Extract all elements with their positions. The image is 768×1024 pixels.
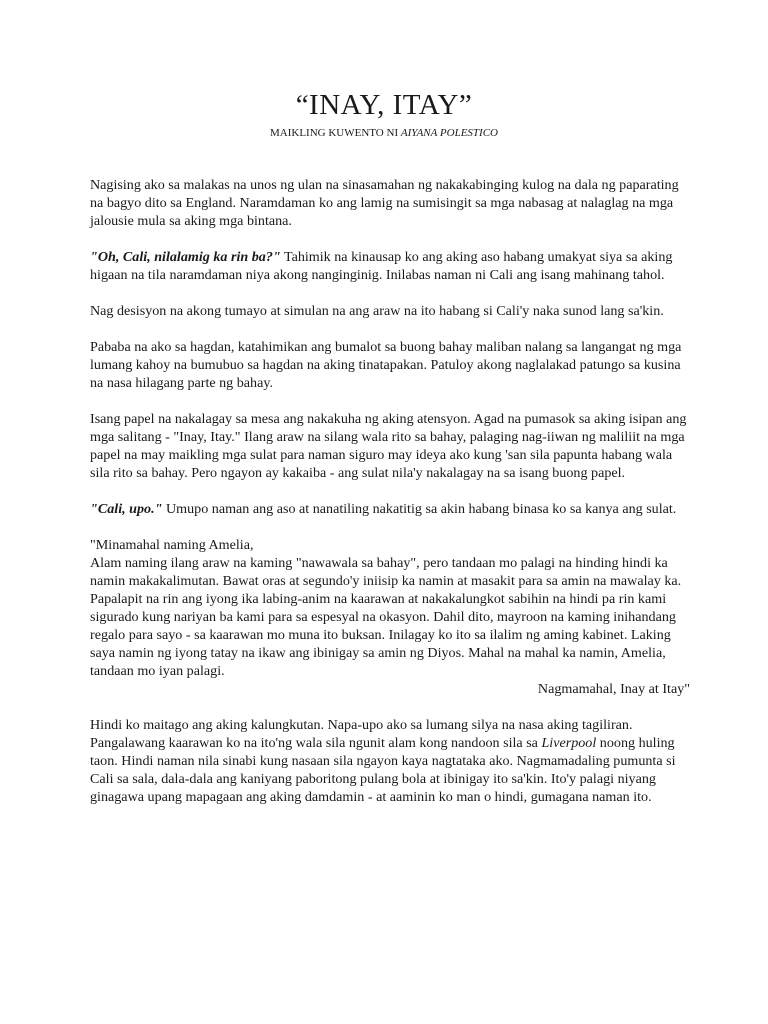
paragraph-2 — [90, 248, 690, 284]
paragraph-8-part-2: noong huling taon. Hindi naman nila sinabi kung nasaan sila ngayon kaya nagtataka ako. Nagmamadaling pumunta si Cali sa sala, dala-dala ang kaniyang paboritong pulang bola at ibinigay ito sa'kin. Ito'y palagi niyang ginagawa upang mapagaan ang aking damdamin - at aaminin ko man o hindi, gumagana naman ito. — [90, 735, 676, 805]
paragraph-6-text: Umupo naman ang aso at nanatiling nakatitig sa akin habang binasa ko sa kanya ang sulat. — [162, 501, 677, 517]
paragraph-2-text: Tahimik na kinausap ko ang aking aso habang umakyat siya sa aking higaan na tila naramdaman niya akong nanginginig. Inilabas naman ni Cali ang isang mahinang tahol. — [90, 249, 673, 283]
parents-letter — [90, 536, 690, 698]
paragraph-4: Pababa na ako sa hagdan, katahimikan ang bumalot sa buong bahay maliban nalang sa langangat ng mga lumang kahoy na bumubuo sa hagdan na aking tinatapakan. Patuloy akong naglalakad patungo sa kusina na nasa hilagang parte ng bahay. — [90, 339, 682, 391]
paragraph-8-part-1: Hindi ko maitago ang aking kalungkutan. Napa-upo ako sa lumang silya na nasa aking tagiliran. Pangalawang kaarawan ko na ito'ng wala sila ngunit alam kong nandoon sila sa — [90, 717, 633, 751]
paragraph-3: Nag desisyon na akong tumayo at simulan na ang araw na ito habang si Cali'y naka sunod lang sa'kin. — [90, 303, 664, 319]
story-title: “INAY, ITAY” — [295, 89, 473, 121]
letter-signature: Nagmamahal, Inay at Itay" — [537, 681, 690, 697]
paragraph-8 — [90, 716, 690, 806]
place-name: Liverpool — [541, 735, 597, 751]
byline-author: AIYANA POLESTICO — [400, 127, 498, 139]
letter-greeting: "Minamahal naming Amelia, — [90, 537, 254, 553]
dialogue-quote-2: "Cali, upo." — [90, 501, 163, 517]
paragraph-5: Isang papel na nakalagay sa mesa ang nakakuha ng aking atensyon. Agad na pumasok sa aking isipan ang mga salitang - "Inay, Itay." Ilang araw na silang wala rito sa bahay, palaging nag-iiwan ng maliliit na mga papel na may maikling mga sulat para naman siguro may ideya ako kung 'san sila papunta habang wala sila rito sa bahay. Pero ngayon ay kakaiba - ang sulat nila'y nakalagay na sa isang buong papel. — [90, 411, 687, 481]
story-body — [90, 176, 690, 824]
story-byline — [0, 126, 768, 140]
letter-body: Alam naming ilang araw na kaming "nawawala sa bahay", pero tandaan mo palagi na hinding hindi ka namin makakalimutan. Bawat oras at segundo'y iniisip ka namin at masakit para sa amin na mawalay ka. Papalapit na rin ang iyong ika labing-anim na kaarawan at nakakalungkot sabihin na hindi pa rin kami sigurado kung nariyan ba kami para sa espesyal na okasyon. Dahil dito, mayroon na kaming inihandang regalo para sayo - sa kaarawan mo muna ito buksan. Inilagay ko ito sa ilalim ng aming kabinet. Laking saya namin ng iyong tatay na ikaw ang ibinigay sa amin ng Diyos. Mahal na mahal ka namin, Amelia, tandaan mo iyan palagi. — [90, 555, 682, 679]
byline-prefix: MAIKLING KUWENTO NI — [270, 127, 401, 139]
dialogue-quote-1: "Oh, Cali, nilalamig ka rin ba?" — [90, 249, 281, 265]
paragraph-6 — [90, 500, 690, 518]
paragraph-1: Nagising ako sa malakas na unos ng ulan na sinasamahan ng nakakabinging kulog na dala ng paparating na bagyo dito sa England. Naramdaman ko ang lamig na sumisingit sa mga nabasag at nalaglag na mga jalousie mula sa aking mga bintana. — [90, 177, 679, 229]
